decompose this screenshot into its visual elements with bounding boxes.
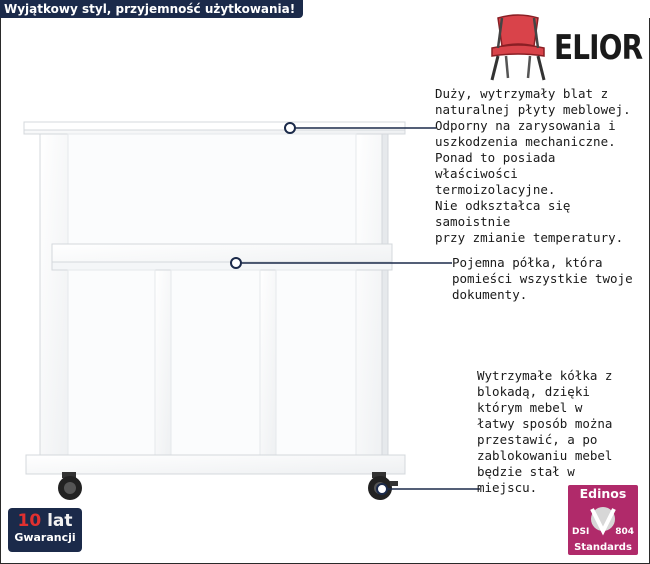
certificate-code-right: 804 [615, 527, 634, 537]
warranty-label: Gwarancji [14, 531, 76, 544]
warranty-years: 10 lat [17, 511, 73, 531]
callout-dot-shelf [231, 258, 241, 268]
divider-right [260, 270, 276, 455]
base-board [26, 455, 405, 474]
annotation-shelf: Pojemna półka, która pomieści wszystkie twoje dokumenty. [452, 255, 633, 302]
brand-name: ELIOR [554, 28, 643, 68]
annotation-wheels: Wytrzymałe kółka z blokadą, dzięki którym mebel w łatwy sposób można przestawić, a po zablokowaniu mebel będzie stał w miejscu. [477, 368, 613, 495]
right-side-panel [356, 134, 382, 474]
top-banner: Wyjątkowy styl, przyjemność użytkowania! [0, 0, 303, 18]
certificate-subtitle: Standards [574, 542, 632, 553]
certificate-code-left: DSI [572, 527, 590, 537]
annotation-top-board: Duży, wytrzymały blat z naturalnej płyty meblowej. Odporny na zarysowania i uszkodzenia mechaniczne. Ponad to posiada właściwości termoizolacyjne. Nie odkształca się samoistnie przy zmianie temperatury. [435, 86, 631, 245]
divider-left [155, 270, 171, 455]
callout-dot-wheel [377, 484, 387, 494]
callout-dot-top [285, 123, 295, 133]
certificate-title: Edinos [579, 486, 627, 501]
edinos-certificate-badge [568, 485, 638, 555]
left-side-panel [40, 134, 68, 474]
warranty-badge [8, 508, 82, 552]
wheel-left [58, 472, 82, 500]
